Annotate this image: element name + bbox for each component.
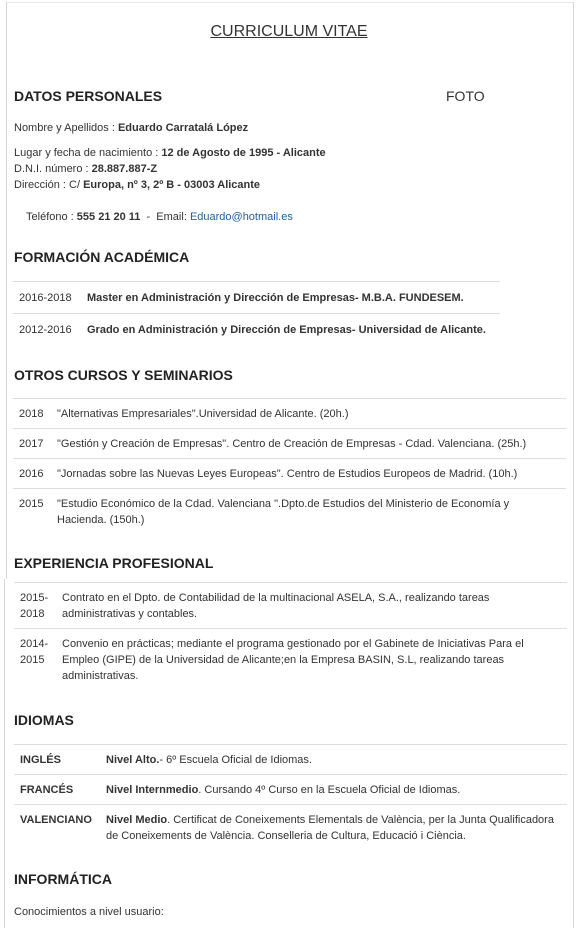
language-name: VALENCIANO [14,805,100,851]
language-text: . Certificat de Coneixements Elementals de València, per la Junta Qualificadora de Coneixements de València. Conselleria de Cultura, Educació i Ciència. [106,814,554,842]
computing-heading: INFORMÁTICA [14,871,112,887]
education-years: 2016-2018 [13,282,81,314]
name-label: Nombre y Apellidos : [14,122,118,134]
education-text: Master en Administración y Dirección de Empresas- M.B.A. FUNDESEM. [81,282,500,314]
course-text: "Alternativas Empresariales".Universidad de Alicante. (20h.) [51,399,566,429]
phone-label: Teléfono : [26,211,77,223]
language-name: FRANCÉS [14,775,100,805]
cv-title: CURRICULUM VITAE [210,23,368,40]
table-row [14,805,567,851]
table-row [13,399,566,429]
name-line [14,120,248,136]
phone-value: 555 21 20 11 [76,211,141,223]
email-label: - Email: [140,211,190,223]
address-line [14,177,260,193]
education-heading: FORMACIÓN ACADÉMICA [14,249,190,265]
personal-heading: DATOS PERSONALES [14,88,163,104]
experience-text: Convenio en prácticas; mediante el programa gestionado por el Gabinete de Iniciativas Para el Empleo (GIPE) de la Universidad de Alicante;en la Empresa BASIN, S.L, realizando tareas administrativas. [56,629,567,691]
address-label: Dirección : C/ [14,179,84,191]
table-row [14,629,567,691]
experience-table [14,582,567,690]
experience-years: 2015- 2018 [14,583,56,629]
education-table [13,281,500,345]
birth-value: 12 de Agosto de 1995 - Alicante [161,147,326,159]
email-link[interactable]: Eduardo@hotmail.es [189,211,293,223]
language-text: . Cursando 4º Curso en la Escuela Oficial de Idiomas. [198,784,461,796]
education-years: 2012-2016 [13,314,81,346]
dni-line [14,161,157,177]
dni-value: 28.887.887-Z [91,163,158,175]
course-text: "Estudio Económico de la Cdad. Valenciana ".Dpto.de Estudios del Ministerio de Economía y Hacienda. (150h.) [51,489,566,535]
education-text: Grado en Administración y Dirección de Empresas- Universidad de Alicante. [81,314,500,346]
birth-label: Lugar y fecha de nacimiento : [14,147,162,159]
table-row [14,775,567,805]
courses-table [13,398,566,534]
photo-placeholder: FOTO [446,88,485,104]
table-row [14,745,567,775]
experience-text: Contrato en el Dpto. de Contabilidad de la multinacional ASELA, S.A., realizando tareas administrativas y contables. [56,583,567,629]
language-text: - 6º Escuela Oficial de Idiomas. [159,754,312,766]
table-row [13,459,566,489]
courses-heading: OTROS CURSOS Y SEMINARIOS [14,367,233,383]
languages-table [14,744,567,850]
dni-label: D.N.I. número : [14,163,92,175]
course-year: 2017 [13,429,51,459]
course-year: 2016 [13,459,51,489]
table-row [13,282,500,314]
table-row [13,314,500,346]
languages-heading: IDIOMAS [14,712,74,728]
course-year: 2018 [13,399,51,429]
table-row [13,489,566,535]
name-value: Eduardo Carratalá López [117,122,249,134]
birth-line [14,145,326,161]
language-level: Nivel Medio [106,814,168,826]
experience-years: 2014- 2015 [14,629,56,691]
course-year: 2015 [13,489,51,535]
language-name: INGLÉS [14,745,100,775]
course-text: "Jornadas sobre las Nuevas Leyes Europeas". Centro de Estudios Europeos de Madrid. (10h.) [51,459,566,489]
language-detail [100,805,567,851]
phone-line [14,193,293,241]
language-detail [100,745,567,775]
computing-text: Conocimientos a nivel usuario: [14,906,164,918]
experience-heading: EXPERIENCIA PROFESIONAL [14,555,214,571]
address-value: Europa, nº 3, 2º B - 03003 Alicante [83,179,261,191]
language-detail [100,775,567,805]
language-level: Nivel Alto. [106,754,160,766]
table-row [14,583,567,629]
course-text: "Gestión y Creación de Empresas". Centro de Creación de Empresas - Cdad. Valenciana. (25h.) [51,429,566,459]
language-level: Nivel Internmedio [106,784,199,796]
table-row [13,429,566,459]
